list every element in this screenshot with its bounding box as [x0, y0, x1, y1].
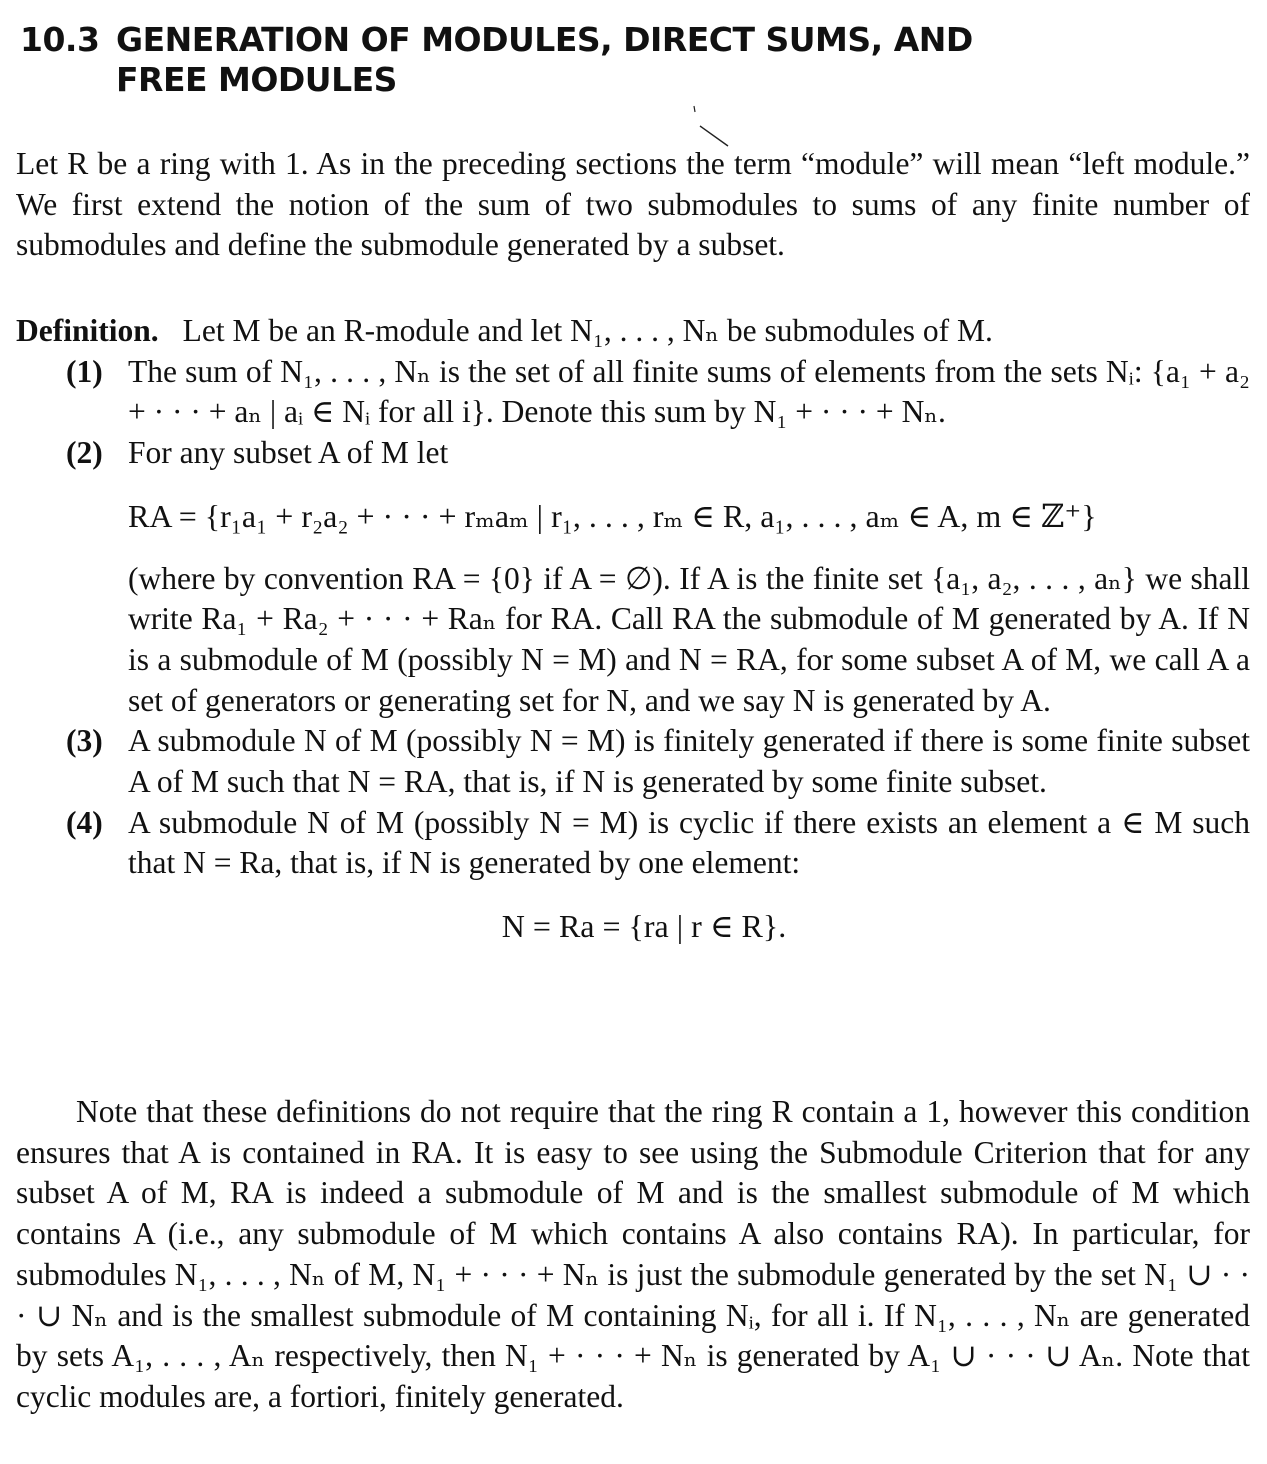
- cyclic-module-formula: N = Ra = {ra | r ∈ R}.: [501, 908, 787, 945]
- item-text: The sum of N₁, . . . , Nₙ is the set of all finite sums of elements from the sets Nᵢ: {a₁ + a₂ + · · · + aₙ | aᵢ ∈ Nᵢ for all i}. Denote this sum by N₁ + · · · + Nₙ.: [128, 353, 1250, 430]
- definition-lead: Let M be an R-module and let N₁, . . . , Nₙ be submodules of M.: [182, 313, 993, 348]
- item-text: For any subset A of M let: [128, 435, 449, 471]
- item-text: A submodule N of M (possibly N = M) is cyclic if there exists an element a ∈ M such that N = Ra, that is, if N is generated by one element:: [128, 804, 1250, 881]
- section-title-line2: FREE MODULES: [116, 60, 397, 99]
- section-heading: [20, 20, 973, 100]
- item-text: A submodule N of M (possibly N = M) is finitely generated if there is some finite subset A of M such that N = RA, that is, if N is generated by some finite subset.: [128, 723, 1250, 800]
- generated-submodule-formula: RA = {r₁a₁ + r₂a₂ + · · · + rₘaₘ | r₁, . . . , rₘ ∈ R, a₁, . . . , aₘ ∈ A, m ∈ ℤ⁺}: [128, 497, 1097, 534]
- item-label: (2): [66, 435, 103, 471]
- section-number: 10.3: [20, 20, 100, 59]
- definition-item-2: [66, 433, 1250, 721]
- note-paragraph: Note that these definitions do not require that the ring R contain a 1, however this condition ensures that A is contained in RA. It is easy to see using the Submodule Criterion that for any subset A of M, RA is indeed a submodule of M and is the smallest submodule of M which contains A (i.e., any submodule of M which contains A also contains RA). In particular, for submodules N₁, . . . , Nₙ of M, N₁ + · · · + Nₙ is just the submodule generated by the set N₁ ∪ · · · ∪ Nₙ and is the smallest submodule of M containing Nᵢ, for all i. If N₁, . . . , Nₙ are generated by sets A₁, . . . , Aₙ respectively, then N₁ + · · · + Nₙ is generated by A₁ ∪ · · · ∪ Aₙ. Note that cyclic modules are, a fortiori, finitely generated.: [16, 1094, 1250, 1414]
- definition-item-3: [66, 721, 1250, 802]
- definition-header: [16, 311, 1250, 352]
- item-label: (3): [66, 723, 103, 759]
- definition-item-1: [66, 352, 1250, 433]
- item-text-continued: (where by convention RA = {0} if A = ∅). If A is the finite set {a₁, a₂, . . . , aₙ} we shall write Ra₁ + Ra₂ + · · · + Raₙ for RA. Call RA the submodule of M generated by A. If N is a submodule of M (possibly N = M) and N = RA, for some subset A of M, we call A a set of generators or generating set for N, and we say N is generated by A.: [128, 560, 1250, 718]
- section-title-line1: GENERATION OF MODULES, DIRECT SUMS, AND: [116, 20, 973, 59]
- intro-paragraph: Let R be a ring with 1. As in the preceding sections the term “module” will mean “left module.” We first extend the notion of the sum of two submodules to sums of any finite number of submodules and define the submodule generated by a subset.: [16, 146, 1250, 263]
- definition-block: [16, 311, 1250, 969]
- item-label: (4): [66, 804, 103, 840]
- definition-item-4: [66, 803, 1250, 969]
- definition-label: Definition.: [16, 313, 159, 348]
- item-label: (1): [66, 353, 103, 389]
